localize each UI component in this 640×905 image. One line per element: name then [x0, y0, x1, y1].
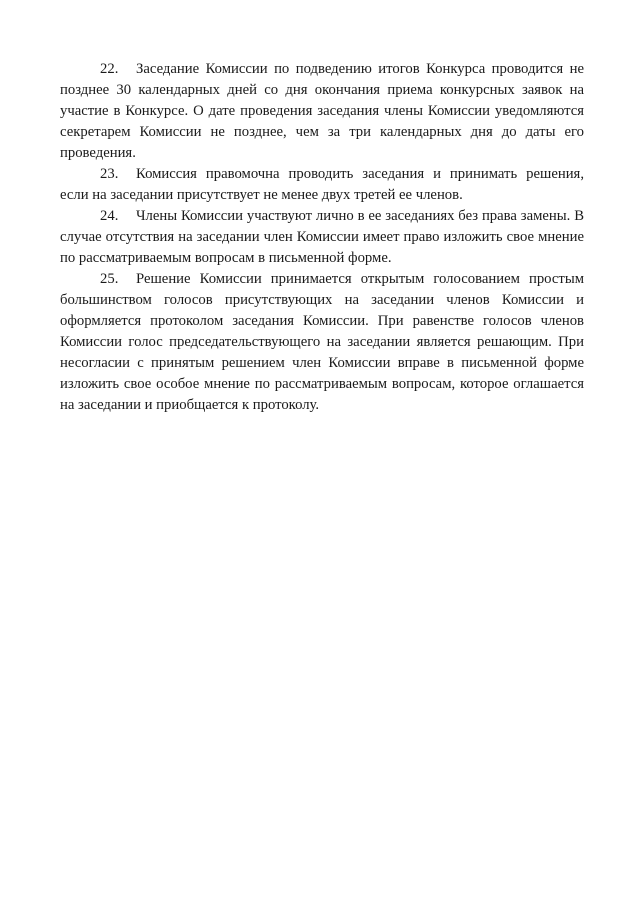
- paragraph-number: 22.: [100, 61, 119, 77]
- paragraph-number: 24.: [100, 208, 119, 224]
- paragraph-25: [60, 269, 584, 416]
- document-page: [60, 59, 584, 416]
- paragraph-number: 23.: [100, 166, 119, 182]
- paragraph-text: Решение Комиссии принимается открытым голосованием простым большинством голосов присутствующих на заседании членов Комиссии и оформляется протоколом заседания Комиссии. При равенстве голосов членов Комиссии голос председательствующего на заседании является решающим. При несогласии с принятым решением член Комиссии вправе в письменной форме изложить свое особое мнение по рассматриваемым вопросам, которое оглашается на заседании и приобщается к протоколу.: [60, 271, 584, 413]
- paragraph-22: [60, 59, 584, 164]
- paragraph-text: Заседание Комиссии по подведению итогов Конкурса проводится не позднее 30 календарных дней со дня окончания приема конкурсных заявок на участие в Конкурсе. О дате проведения заседания члены Комиссии уведомляются секретарем Комиссии не позднее, чем за три календарных дня до даты его проведения.: [60, 61, 584, 161]
- paragraph-23: [60, 164, 584, 206]
- paragraph-text: Члены Комиссии участвуют лично в ее заседаниях без права замены. В случае отсутствия на заседании член Комиссии имеет право изложить свое мнение по рассматриваемым вопросам в письменной форме.: [60, 208, 584, 266]
- paragraph-number: 25.: [100, 271, 119, 287]
- paragraph-text: Комиссия правомочна проводить заседания и принимать решения, если на заседании присутствует не менее двух третей ее членов.: [60, 166, 584, 203]
- paragraph-24: [60, 206, 584, 269]
